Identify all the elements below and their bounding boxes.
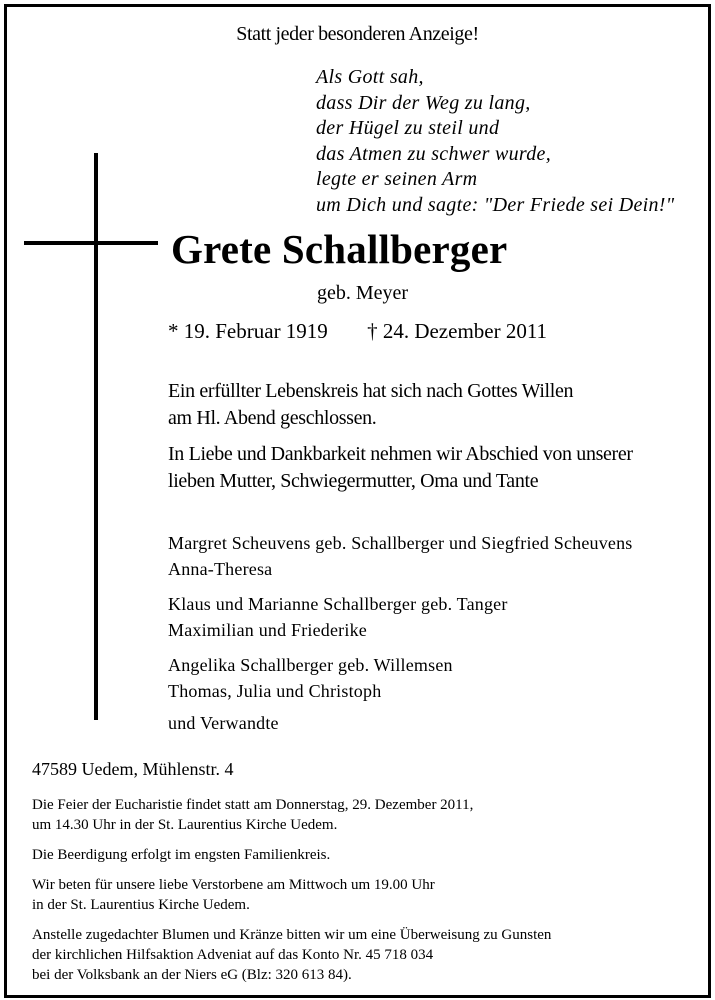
message-line: Ein erfüllter Lebenskreis hat sich nach Gottes Willen xyxy=(168,380,574,402)
family-group-1 xyxy=(168,530,633,582)
deceased-name: Grete Schallberger xyxy=(171,226,508,272)
family-line: Klaus und Marianne Schallberger geb. Tanger xyxy=(168,594,508,614)
relatives-line xyxy=(168,710,279,736)
notice-line: Anstelle zugedachter Blumen und Kränze bitten wir um eine Überweisung zu Gunsten xyxy=(32,927,552,943)
poem-line: um Dich und sagte: "Der Friede sei Dein!" xyxy=(316,193,675,216)
message-paragraph-2 xyxy=(168,441,633,495)
message-paragraph-1 xyxy=(168,378,573,432)
poem xyxy=(316,65,674,218)
family-line: Angelika Schallberger geb. Willemsen xyxy=(168,655,453,675)
family-group-2 xyxy=(168,591,508,643)
poem-line: das Atmen zu schwer wurde, xyxy=(316,142,552,165)
family-line: Margret Scheuvens geb. Schallberger und Siegfried Scheuvens xyxy=(168,533,633,553)
notice-burial xyxy=(32,845,330,865)
notice-line: bei der Volksbank an der Niers eG (Blz: 320 613 84). xyxy=(32,967,352,983)
header-text: Statt jeder besonderen Anzeige! xyxy=(236,23,479,45)
notice-line: Wir beten für unsere liebe Verstorbene am Mittwoch um 19.00 Uhr xyxy=(32,877,435,893)
notice-line: Die Beerdigung erfolgt im engsten Familienkreis. xyxy=(32,847,331,863)
message-line: am Hl. Abend geschlossen. xyxy=(168,407,377,429)
message-line: lieben Mutter, Schwiegermutter, Oma und Tante xyxy=(168,470,539,492)
notice-mass xyxy=(32,795,473,835)
poem-line: legte er seinen Arm xyxy=(316,168,478,190)
address: 47589 Uedem, Mühlenstr. 4 xyxy=(32,759,234,779)
poem-line: dass Dir der Weg zu lang, xyxy=(316,91,531,114)
notice-donation xyxy=(32,925,551,985)
death-date: † 24. Dezember 2011 xyxy=(367,319,548,343)
maiden-name: geb. Meyer xyxy=(317,282,409,304)
birth-date: * 19. Februar 1919 xyxy=(168,319,328,343)
poem-line: Als Gott sah, xyxy=(316,66,424,88)
family-line: Thomas, Julia und Christoph xyxy=(168,681,382,701)
family-line: Maximilian und Friederike xyxy=(168,620,367,640)
notice-line: um 14.30 Uhr in der St. Laurentius Kirche Uedem. xyxy=(32,817,338,833)
family-group-3 xyxy=(168,652,453,704)
message-line: In Liebe und Dankbarkeit nehmen wir Abschied von unserer xyxy=(168,443,633,465)
notice-line: der kirchlichen Hilfsaktion Adveniat auf das Konto Nr. 45 718 034 xyxy=(32,947,434,963)
cross-vertical-bar xyxy=(94,153,98,720)
notice-line: Die Feier der Eucharistie findet statt am Donnerstag, 29. Dezember 2011, xyxy=(32,797,474,813)
notice-line: in der St. Laurentius Kirche Uedem. xyxy=(32,897,250,913)
obituary-notice xyxy=(4,4,711,998)
family-line: und Verwandte xyxy=(168,713,279,733)
notice-prayer xyxy=(32,875,435,915)
life-dates xyxy=(168,319,547,344)
cross-horizontal-bar xyxy=(24,241,158,245)
family-line: Anna-Theresa xyxy=(168,559,273,579)
poem-line: der Hügel zu steil und xyxy=(316,117,500,139)
